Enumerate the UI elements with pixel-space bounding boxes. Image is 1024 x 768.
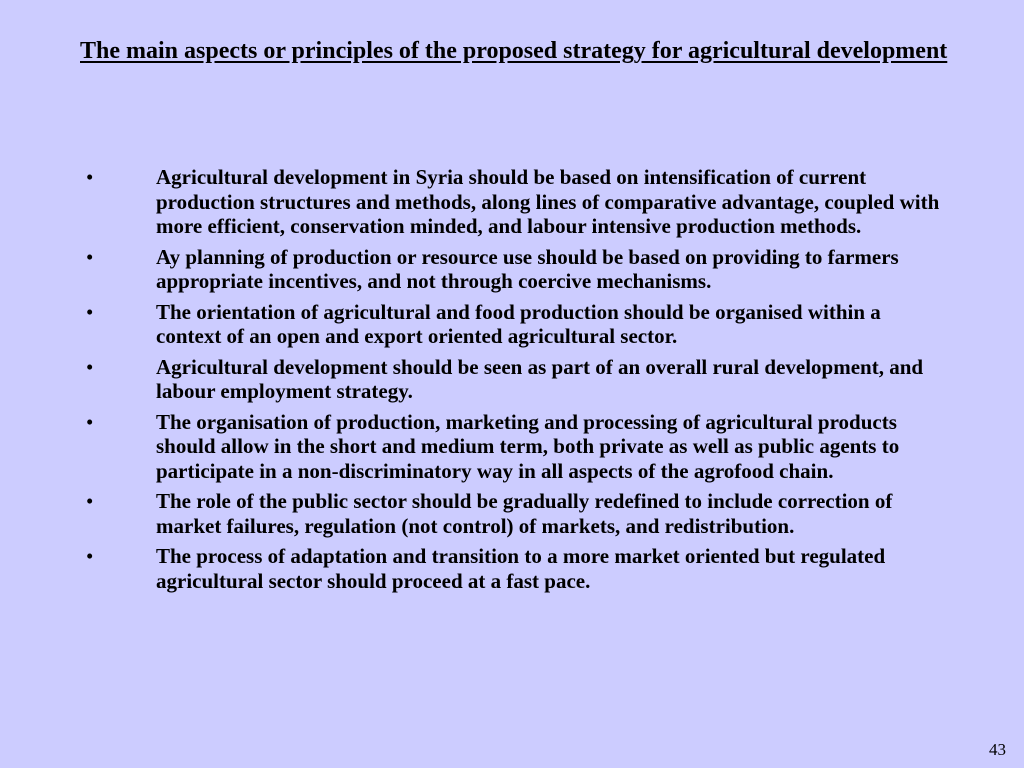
bullet-icon: • (86, 354, 94, 379)
bullet-icon: • (86, 165, 94, 189)
bullet-item (86, 489, 946, 538)
bullet-text: Agricultural development in Syria should be based on intensification of current production structures and methods, along lines of comparative advantage, coupled with more efficient, conservation minded, and labour intensive production methods. (156, 165, 940, 238)
bullet-icon: • (86, 244, 94, 269)
slide-title: The main aspects or principles of the proposed strategy for agricultural development (80, 38, 948, 64)
bullet-list (86, 165, 946, 599)
bullet-icon: • (86, 409, 94, 434)
bullet-icon: • (86, 489, 94, 513)
bullet-text: The process of adaptation and transition to a more market oriented but regulated agricultural sector should proceed at a fast pace. (156, 544, 886, 593)
bullet-icon: • (86, 544, 94, 568)
bullet-item (86, 165, 946, 239)
bullet-text: The organisation of production, marketing and processing of agricultural products should allow in the short and medium term, both private as well as public agents to participate in a non-discriminatory way in all aspects of the agrofood chain. (156, 409, 900, 483)
page-number: 43 (989, 740, 1006, 759)
bullet-item (86, 300, 946, 349)
bullet-item (86, 245, 946, 294)
bullet-text: The orientation of agricultural and food production should be organised within a context of an open and export oriented agricultural sector. (156, 299, 881, 348)
bullet-item (86, 544, 946, 593)
bullet-icon: • (86, 299, 94, 324)
bullet-text: Agricultural development should be seen as part of an overall rural development, and labour employment strategy. (156, 354, 924, 403)
bullet-text: The role of the public sector should be gradually redefined to include correction of market failures, regulation (not control) of markets, and redistribution. (156, 489, 893, 538)
bullet-item (86, 410, 946, 484)
bullet-item (86, 355, 946, 404)
bullet-text: Ay planning of production or resource use should be based on providing to farmers appropriate incentives, and not through coercive mechanisms. (156, 244, 899, 293)
